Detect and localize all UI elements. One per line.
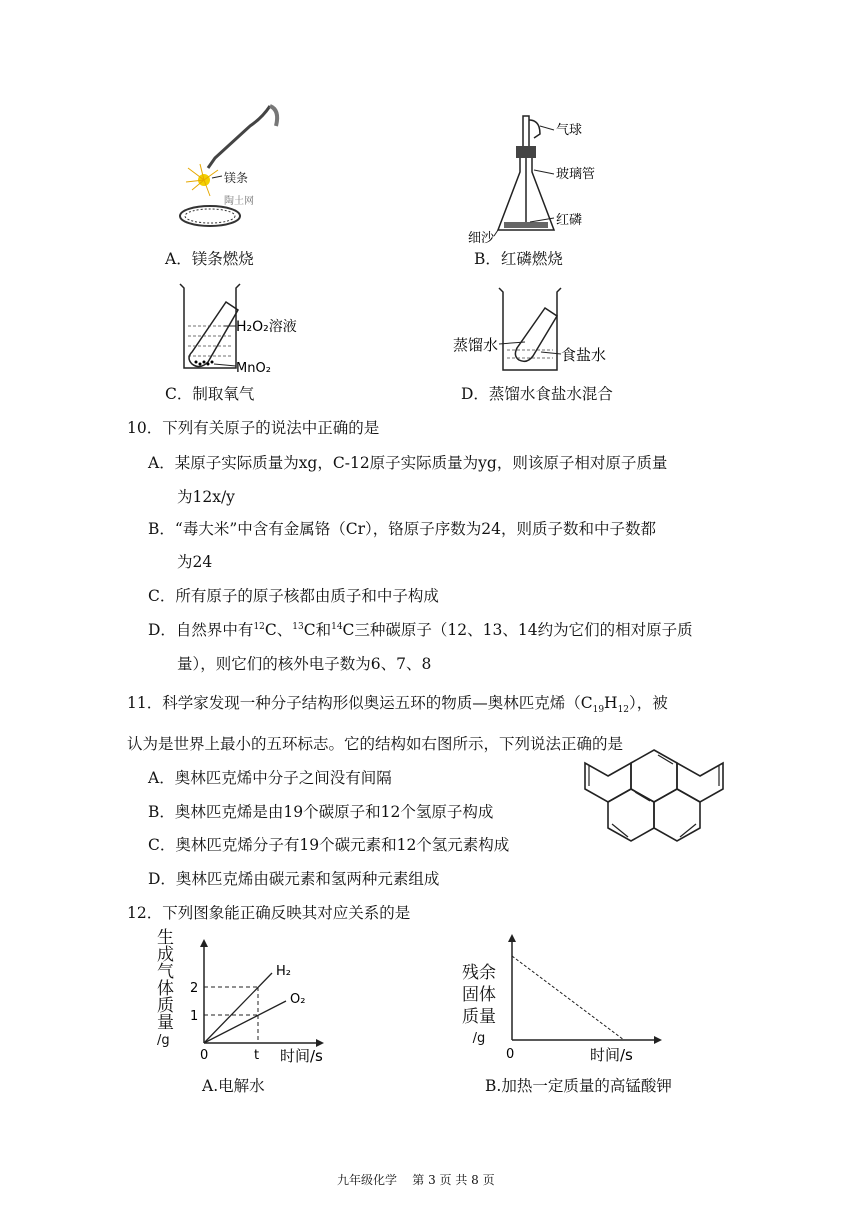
ylabel-char: 气 [157,962,174,982]
chart-b-origin: 0 [506,1047,515,1062]
ylabel-line: 固体 [462,985,496,1005]
ylabel-char: 质 [157,996,174,1016]
part-label-mg: 镁条 [224,171,249,185]
tick-origin: 0 [200,1048,209,1063]
tick-y-1: 1 [190,1009,199,1024]
chart-b-x-arrow [654,1036,662,1044]
ylabel-line: /g [472,1031,486,1046]
isotope-12: 12 [253,621,265,632]
formula-h: H [604,694,618,712]
ylabel-char: /g [157,1033,170,1048]
q10-option-d-line1 [148,618,693,640]
q10-option-c: C．所有原子的原子核都由质子和中子构成 [148,587,439,605]
chart-a-x-arrow [316,1039,324,1047]
q10-option-b-line1: B．“毒大米”中含有金属铬（Cr），铬原子序数为24，则质子数和中子数都 [148,520,656,538]
series-o2-line [204,1001,286,1043]
q9-option-a: A．镁条燃烧 [165,250,254,268]
q9-option-d: D．蒸馏水食盐水混合 [461,385,613,403]
ylabel-char: 量 [157,1013,174,1033]
part-label-sand: 细沙 [468,231,495,246]
chart-a-xlabel: 时间/s [280,1047,323,1065]
tick-y-2: 2 [190,981,199,996]
isotope-13-symbol: C和 [303,621,332,639]
series-h2-line [204,973,272,1043]
q10-option-a-line2: 为12x/y [177,488,235,506]
part-label-balloon: 气球 [556,123,583,138]
chart-a-caption: A.电解水 [202,1077,265,1095]
chart-b-caption: B.加热一定质量的高锰酸钾 [485,1077,672,1095]
part-label-salt-water: 食盐水 [561,346,607,364]
part-label-gauze: 陶土网 [224,196,254,207]
q11-option-b: B．奥林匹克烯是由19个碳原子和12个氢原子构成 [148,803,494,821]
series-h2-label: H₂ [276,964,291,979]
ylabel-line: 残余 [462,963,496,983]
part-label-mno2: MnO₂ [236,361,271,376]
q11-stem-end: ），被 [629,694,668,712]
formula-h-count: 12 [617,705,630,716]
ylabel-char: 体 [157,979,174,999]
figure-magnesium-burning [170,98,290,243]
figure-make-oxygen [178,282,298,377]
part-label-h2o2: H₂O₂溶液 [236,319,297,335]
q11-option-c: C．奥林匹克烯分子有19个碳元素和12个氢元素构成 [148,836,510,854]
q11-stem-line1 [127,691,668,715]
q11-stem-line2: 认为是世界上最小的五环标志。它的结构如右图所示，下列说法正确的是 [127,735,624,753]
formula-c-count: 19 [592,705,605,716]
series-o2-label: O₂ [290,992,306,1007]
q11-option-a: A．奥林匹克烯中分子之间没有间隔 [148,769,392,787]
q10-option-a-line1: A．某原子实际质量为xg，C-12原子实际质量为yg，则该原子相对原子质量 [148,454,668,472]
q9-option-c: C．制取氧气 [165,385,255,403]
chart-a-y-arrow [200,939,208,947]
chart-b-series-line [512,956,624,1040]
chart-b [498,930,668,1065]
part-label-red-p: 红磷 [556,213,583,228]
q10-stem: 10．下列有关原子的说法中正确的是 [127,419,380,437]
q11-option-d: D．奥林匹克烯由碳元素和氢两种元素组成 [148,870,440,888]
isotope-12-symbol: C、 [264,621,293,639]
chart-b-xlabel: 时间/s [590,1046,633,1064]
chart-b-y-arrow [508,934,516,942]
figure-mix-water [453,286,623,376]
ylabel-char: 成 [157,945,174,965]
chart-b-ylabel [462,962,496,1050]
q9-option-b: B．红磷燃烧 [474,250,563,268]
q10-option-b-line2: 为24 [177,553,213,571]
part-label-distilled: 蒸馏水 [453,336,499,354]
q10-option-d-line2: 量），则它们的核外电子数为6、7、8 [177,655,432,673]
q11-stem-text: 11．科学家发现一种分子结构形似奥运五环的物质—奥林匹克烯（C [127,694,593,712]
figure-red-phosphorus [468,112,618,247]
olympicene-structure [572,744,737,869]
isotope-14-rest: C三种碳原子（12、13、14约为它们的相对原子质 [342,621,693,639]
chart-a-ylabel [157,930,187,1049]
q10-option-d-text: D．自然界中有 [148,621,254,639]
tick-x-t: t [254,1048,260,1063]
chart-a [186,935,366,1065]
part-label-glass-tube: 玻璃管 [556,167,596,182]
isotope-14: 14 [331,621,343,632]
q12-stem: 12．下列图象能正确反映其对应关系的是 [127,904,411,922]
page-footer: 九年级化学 第 3 页 共 8 页 [337,1173,495,1187]
ylabel-line: 质量 [462,1007,496,1027]
ylabel-char: 生 [157,928,174,948]
isotope-13: 13 [292,621,304,632]
